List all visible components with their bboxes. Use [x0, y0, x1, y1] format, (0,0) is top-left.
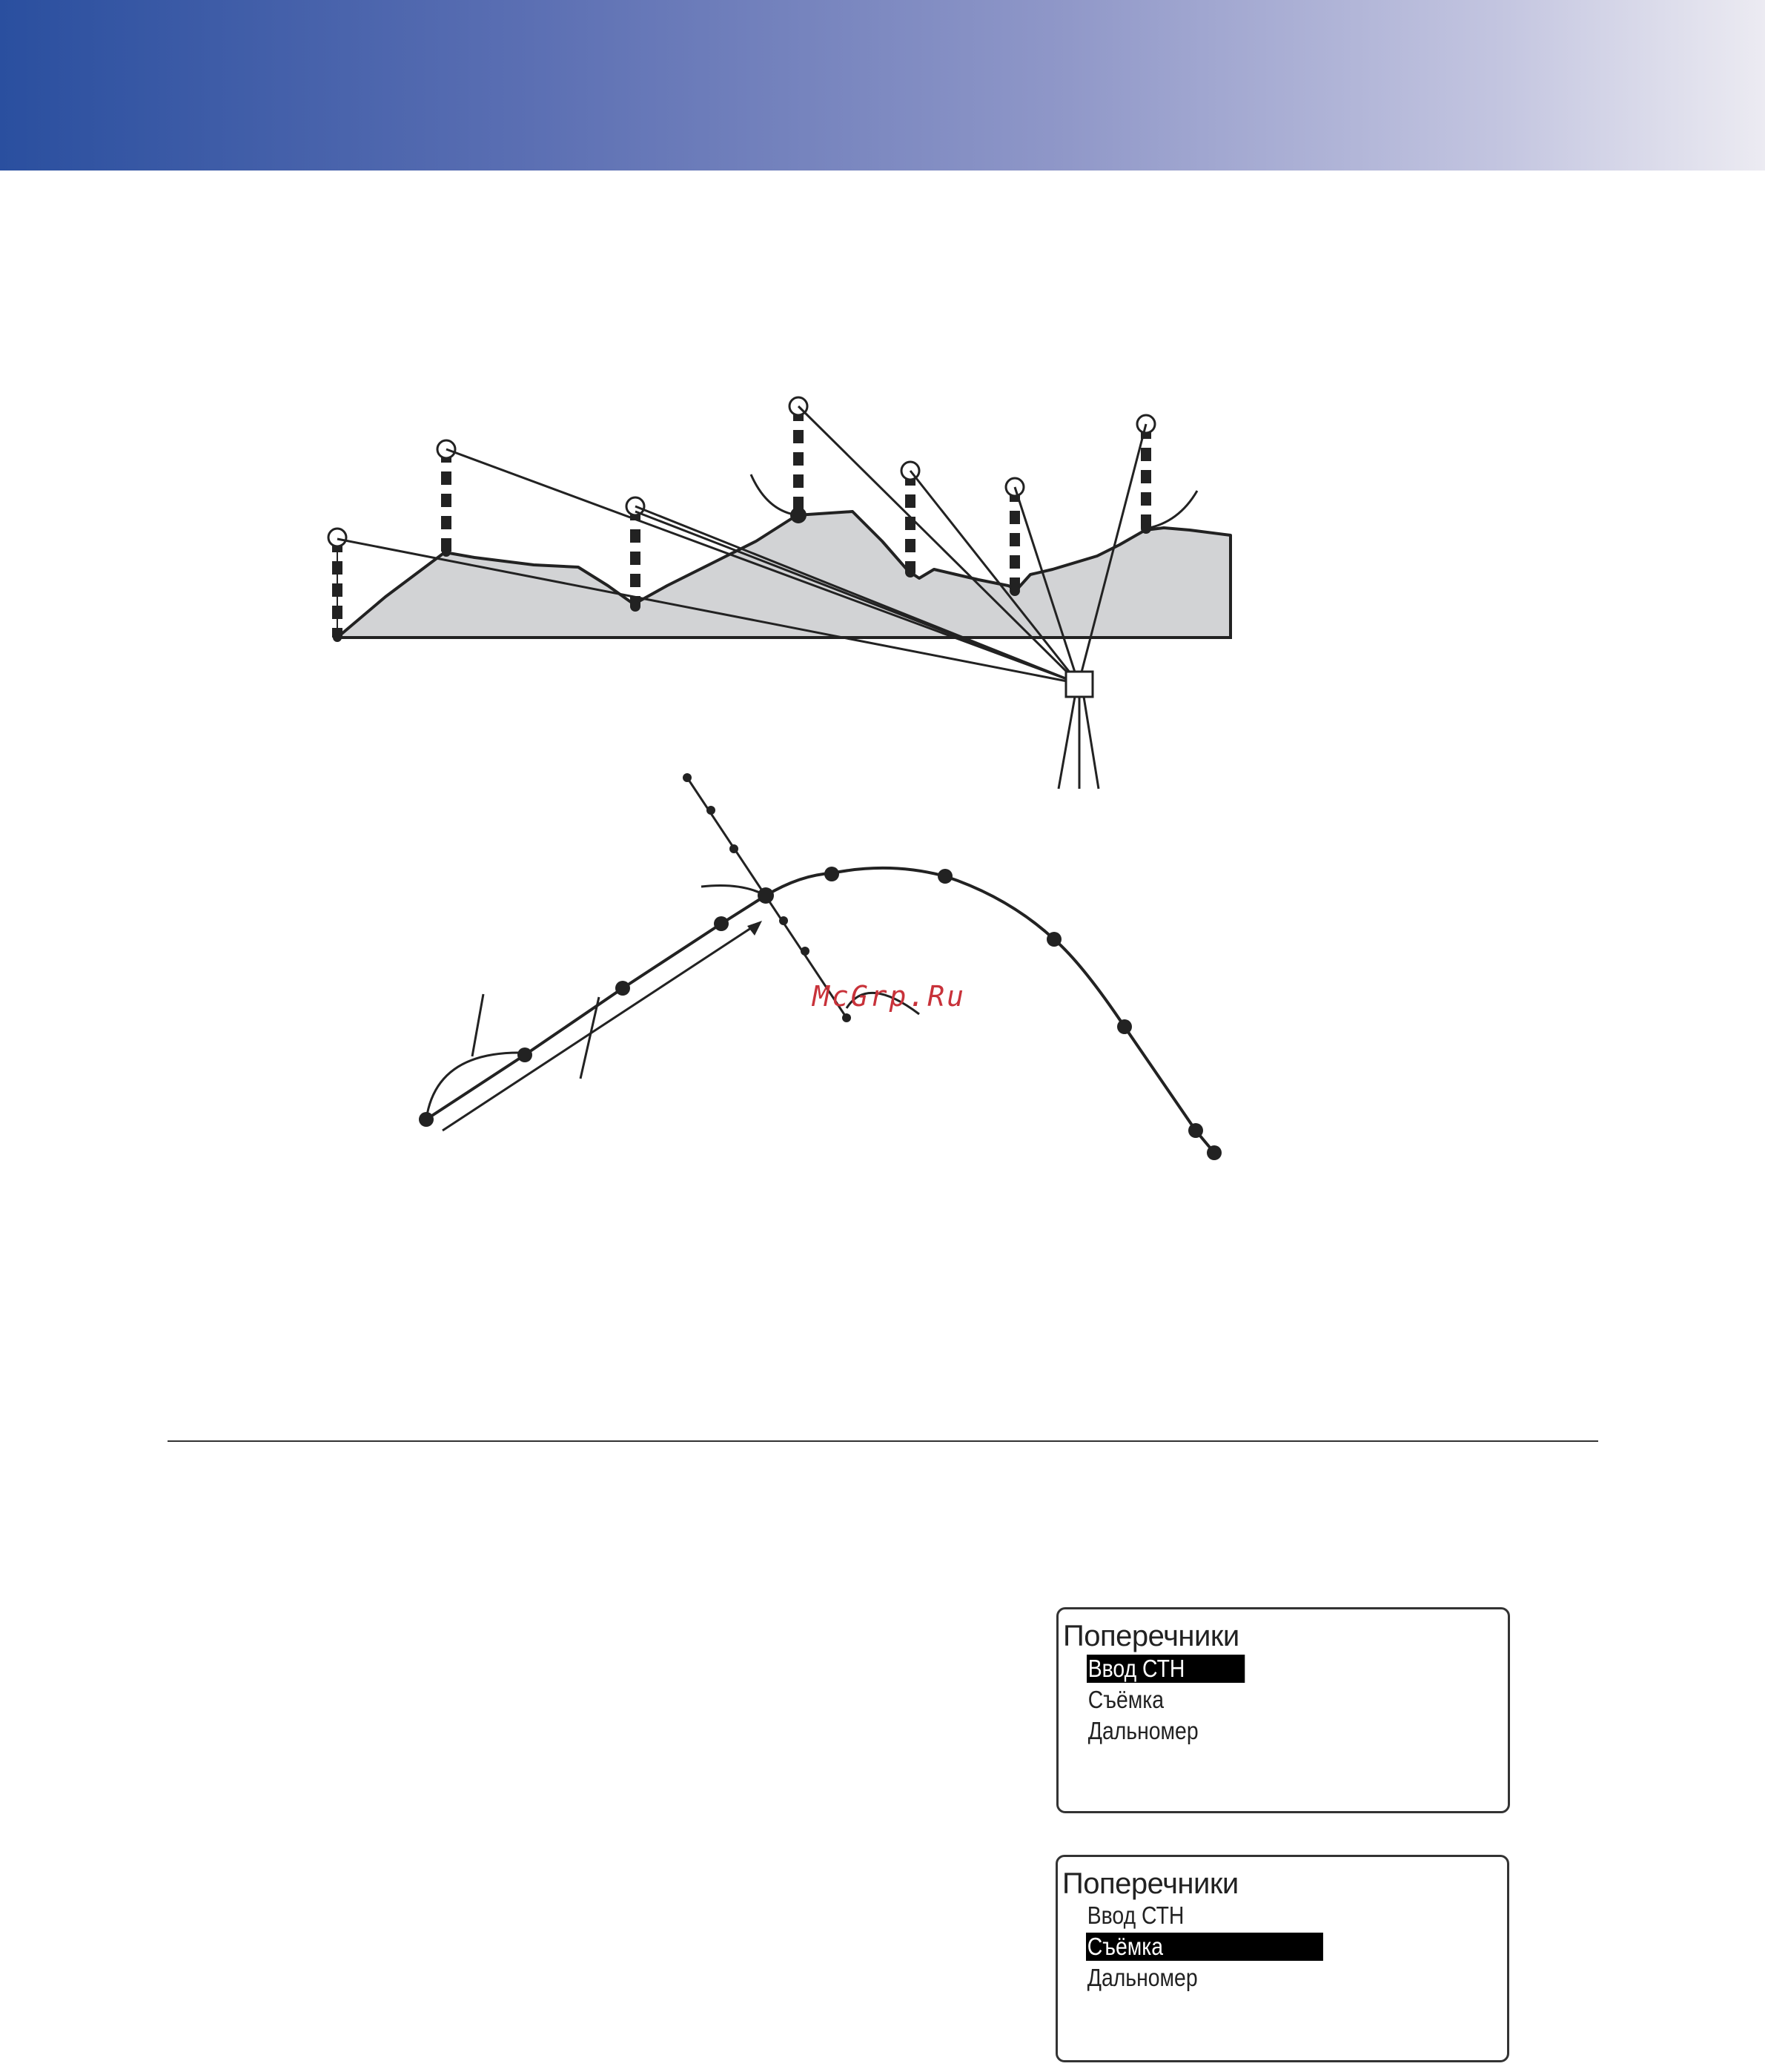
- lcd-screen-1: [1056, 1607, 1510, 1813]
- menu-item-input-stn[interactable]: Ввод СТН: [1087, 1901, 1185, 1929]
- menu-item-survey[interactable]: Съёмка: [1086, 1933, 1323, 1961]
- rod-2: [437, 440, 455, 552]
- distance-arrow: [443, 924, 758, 1131]
- menu-item-rangefinder[interactable]: Дальномер: [1087, 1717, 1199, 1744]
- rod-7: [1137, 415, 1155, 530]
- menu-item-survey[interactable]: Съёмка: [1087, 1686, 1165, 1713]
- menu-item-input-stn[interactable]: Ввод СТН: [1087, 1655, 1245, 1683]
- section-divider: [168, 1440, 1598, 1442]
- rod-6: [1006, 478, 1024, 589]
- lcd-title: Поперечники: [1062, 1867, 1239, 1900]
- rod-4: [789, 397, 807, 515]
- lcd-title: Поперечники: [1063, 1620, 1239, 1652]
- instrument-tripod: [1059, 672, 1099, 789]
- watermark-text: McGrp.Ru: [812, 980, 967, 1013]
- plan-view: [419, 773, 1222, 1160]
- menu-item-rangefinder[interactable]: Дальномер: [1087, 1964, 1198, 1991]
- sight-lines: [337, 406, 1146, 684]
- rod-1: [328, 529, 346, 638]
- lcd-screen-2: [1056, 1855, 1509, 2062]
